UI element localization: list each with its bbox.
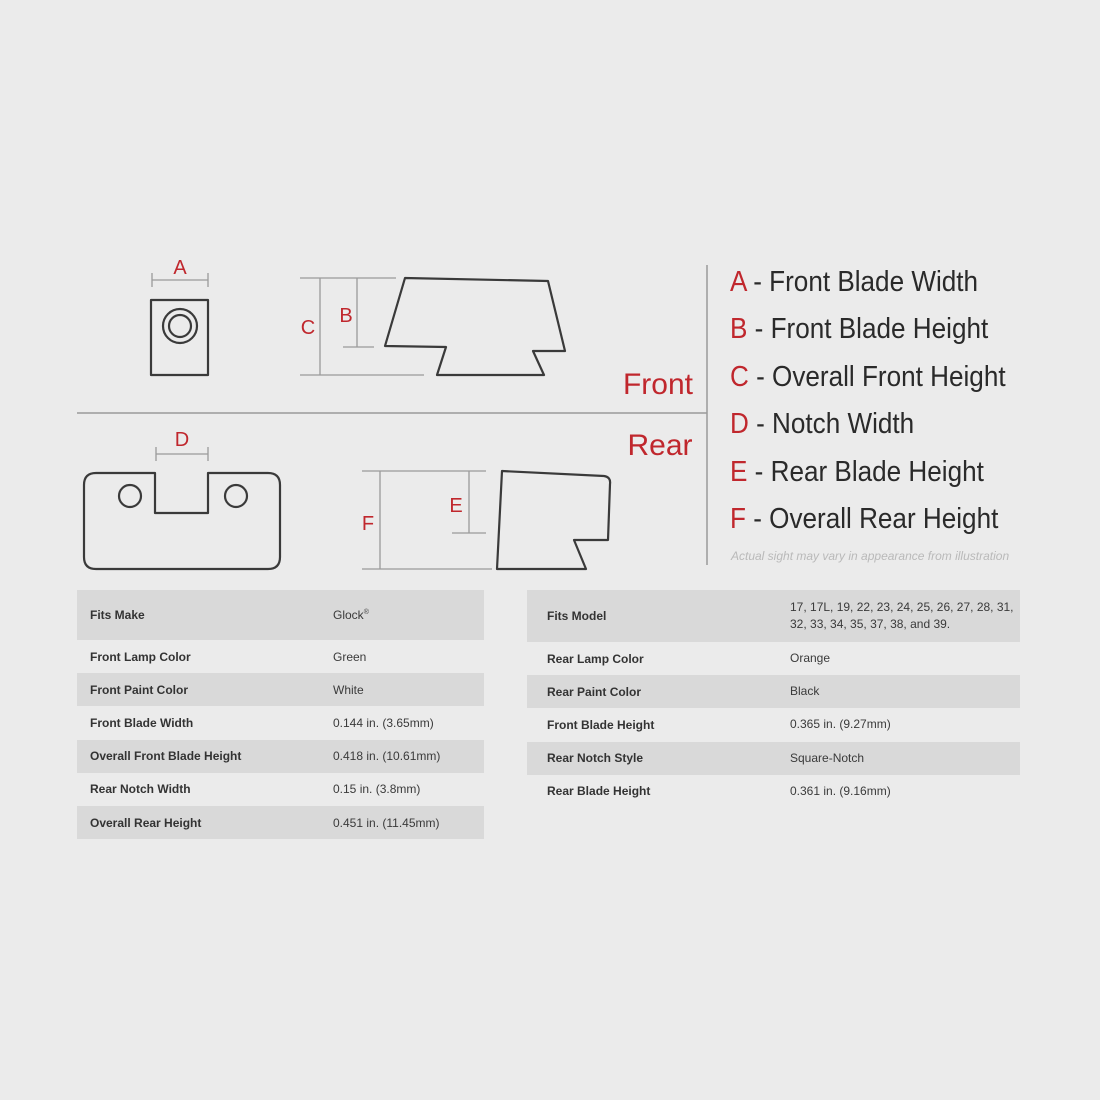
front-sight-side-view [300, 278, 565, 375]
spec-key: Front Paint Color [90, 682, 188, 697]
dimension-label-e: E [449, 495, 463, 517]
front-sight-profile [385, 278, 565, 375]
spec-key: Rear Blade Height [547, 784, 651, 799]
spec-value: 17, 17L, 19, 22, 23, 24, 25, 26, 27, 28, 31, 32, 33, 34, 35, 37, 38, and 39. [790, 600, 1014, 631]
front-sight-end-view [151, 257, 208, 375]
registered-mark: ® [363, 609, 369, 616]
legend-text: - Rear Blade Height [747, 455, 984, 488]
table-row [77, 673, 484, 706]
spec-value-text: Glock [333, 608, 364, 622]
illustration-disclaimer: Actual sight may vary in appearance from illustration [731, 549, 1010, 563]
legend-item-d [730, 404, 1054, 451]
spec-value: Orange [790, 651, 831, 666]
spec-value: 0.451 in. (11.45mm) [333, 815, 440, 830]
legend-item-a [730, 262, 1054, 309]
spec-key: Overall Front Blade Height [90, 749, 242, 764]
spec-value: 0.361 in. (9.16mm) [790, 783, 891, 798]
table-row [77, 590, 484, 640]
spec-key: Fits Make [90, 608, 145, 622]
table-row [77, 773, 484, 806]
table-row [527, 675, 1020, 708]
dimension-label-f: F [361, 513, 375, 535]
dimension-label-c: C [300, 317, 316, 339]
spec-key: Rear Notch Width [90, 782, 191, 797]
spec-key: Rear Notch Style [547, 751, 644, 766]
legend-item-b [730, 309, 1054, 356]
legend-item-c [730, 357, 1054, 404]
rear-sight-side-view [362, 471, 610, 569]
table-row [77, 706, 484, 739]
table-row [527, 742, 1020, 775]
front-section-label: Front [622, 368, 694, 401]
spec-value: 0.365 in. (9.27mm) [790, 717, 891, 732]
legend-text: - Overall Front Height [748, 360, 1006, 393]
table-row [527, 775, 1020, 808]
table-row [527, 642, 1020, 675]
legend-letter: B [730, 313, 748, 346]
legend-item-f [730, 499, 1054, 546]
dimension-label-b: B [339, 305, 353, 327]
spec-value: 0.15 in. (3.8mm) [333, 782, 421, 797]
spec-key: Front Blade Height [547, 717, 655, 732]
legend-item-e [730, 452, 1054, 499]
spec-key: Rear Paint Color [547, 684, 642, 699]
legend-letter: F [730, 502, 746, 535]
spec-table-right [527, 590, 1020, 808]
spec-table-left [77, 590, 484, 839]
spec-value: Green [333, 649, 367, 664]
spec-value: Square-Notch [790, 750, 865, 765]
spec-value: 0.144 in. (3.65mm) [333, 715, 434, 730]
rear-sight-profile [84, 473, 280, 569]
legend-letter: D [730, 408, 749, 441]
legend-text: - Notch Width [748, 408, 915, 441]
spec-value [320, 590, 484, 640]
spec-value: Black [790, 684, 820, 699]
legend-letter: C [730, 360, 749, 393]
dimension-label-a: A [173, 257, 187, 279]
dimension-label-d: D [174, 429, 190, 451]
spec-key: Fits Model [547, 609, 607, 623]
spec-value: 0.418 in. (10.61mm) [333, 749, 441, 764]
legend-letter: E [730, 455, 748, 488]
spec-key: Overall Rear Height [90, 815, 202, 830]
rear-section-label: Rear [627, 429, 693, 462]
dimension-legend [730, 262, 1090, 546]
rear-lamp-right [225, 485, 247, 507]
front-lamp-inner-ring [169, 315, 191, 337]
rear-lamp-left [119, 485, 141, 507]
legend-text: - Overall Rear Height [745, 502, 999, 535]
spec-key: Rear Lamp Color [547, 651, 644, 666]
table-row [527, 590, 1020, 642]
spec-key: Front Lamp Color [90, 649, 191, 664]
table-row [527, 708, 1020, 741]
legend-text: - Front Blade Width [745, 266, 979, 298]
rear-sight-end-view [84, 429, 280, 569]
table-row [77, 806, 484, 839]
spec-value: White [333, 682, 364, 697]
rear-sight-side-profile [497, 471, 610, 569]
table-row [77, 640, 484, 673]
legend-text: - Front Blade Height [747, 313, 989, 346]
spec-key: Front Blade Width [90, 715, 194, 730]
legend-letter: A [730, 266, 746, 298]
table-row [77, 740, 484, 773]
